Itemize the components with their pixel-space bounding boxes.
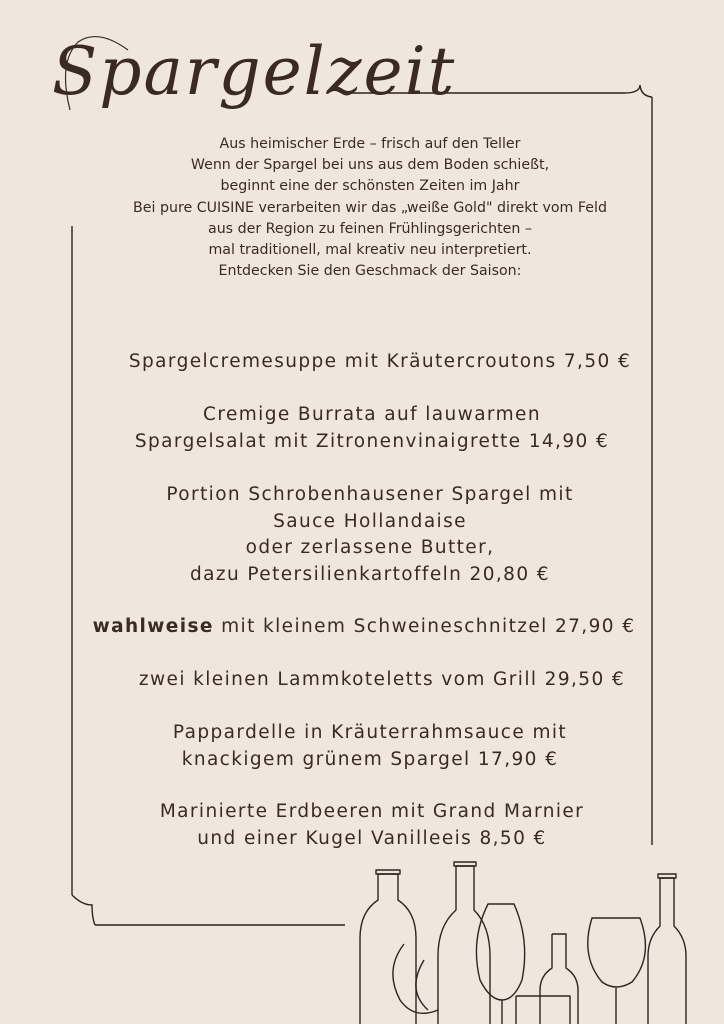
menu-item-option-schnitzel	[14, 614, 714, 641]
intro-line: aus der Region zu feinen Frühlingsgerichten –	[208, 220, 532, 237]
intro-line: mal traditionell, mal kreativ neu interpretiert.	[208, 242, 532, 259]
intro-text	[60, 134, 680, 282]
menu-line: Portion Schrobenhausener Spargel mit	[166, 484, 574, 505]
menu-line: Spargelsalat mit Zitronenvinaigrette 14,90 €	[134, 430, 610, 452]
menu-item-pasta	[50, 720, 690, 773]
intro-line: beginnt eine der schönsten Zeiten im Jahr	[220, 178, 520, 195]
menu-item-dessert	[52, 799, 692, 852]
intro-line: Aus heimischer Erde – frisch auf den Teller	[219, 136, 521, 152]
title-text: Spargelzeit	[52, 33, 457, 110]
menu-line: und einer Kugel Vanilleeis 8,50 €	[197, 827, 547, 849]
menu-line: Spargelcremesuppe mit Kräutercroutons 7,50 €	[128, 351, 632, 372]
menu-line: Marinierte Erdbeeren mit Grand Marnier	[159, 801, 585, 822]
intro-line: Entdecken Sie den Geschmack der Saison:	[218, 263, 522, 280]
menu-line: knackigem grünem Spargel 17,90 €	[181, 748, 559, 770]
option-highlight: wahlweise	[92, 616, 214, 637]
menu-line: zwei kleinen Lammkoteletts vom Grill 29,50 €	[138, 669, 626, 690]
option-text: mit kleinem Schweineschnitzel 27,90 €	[213, 616, 636, 637]
menu-item-portion	[50, 482, 690, 588]
menu-line	[14, 614, 714, 641]
menu-line: Cremige Burrata auf lauwarmen	[203, 404, 541, 425]
intro-line: Wenn der Spargel bei uns aus dem Boden schießt,	[190, 157, 550, 174]
intro-line: Bei pure CUISINE verarbeiten wir das „weiße Gold" direkt vom Feld	[133, 199, 607, 216]
bottles-illustration	[340, 860, 724, 1024]
menu-item-option-lamb	[62, 667, 702, 694]
menu-item-burrata	[52, 402, 692, 455]
menu-line: Pappardelle in Kräuterrahmsauce mit	[172, 722, 568, 743]
page-title	[48, 22, 457, 132]
menu-line: dazu Petersilienkartoffeln 20,80 €	[190, 563, 550, 585]
menu-line: oder zerlassene Butter,	[245, 537, 495, 559]
menu-line: Sauce Hollandaise	[273, 510, 467, 532]
menu-item-soup	[60, 349, 700, 376]
